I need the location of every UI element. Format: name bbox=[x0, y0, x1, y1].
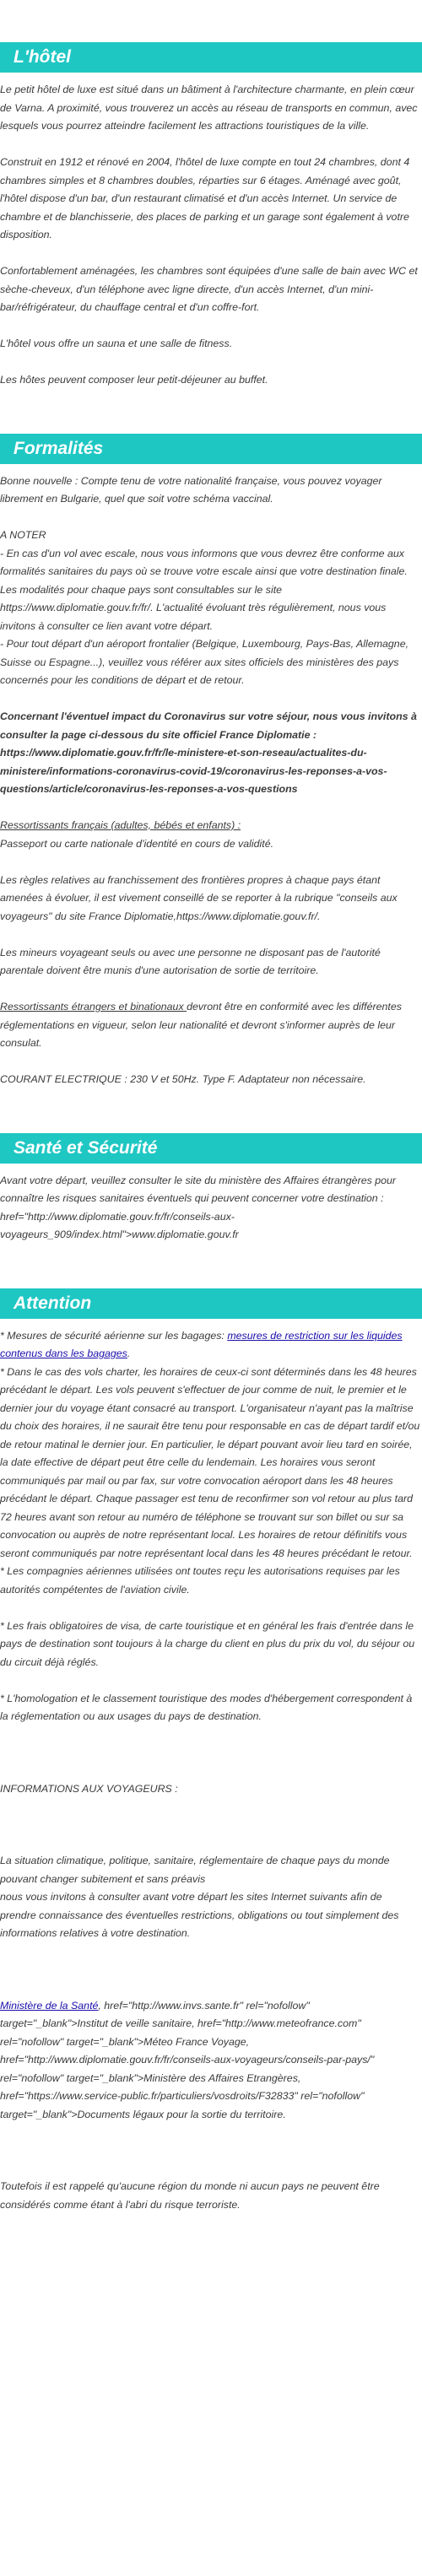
terrorism-notice: Toutefois il est rappelé qu'aucune région du monde ni aucun pays ne peuvent être considérés comme étant à l'abri du risque terroriste. bbox=[0, 2180, 380, 2211]
formalites-intro: Bonne nouvelle : Compte tenu de votre nationalité française, vous pouvez voyager librement en Bulgarie, quel que soit votre schéma vaccinal. bbox=[0, 474, 382, 505]
liquids-restriction-link[interactable]: mesures de restriction sur les liquides contenus dans les bagages bbox=[0, 1329, 403, 1359]
hotel-paragraph-location: Le petit hôtel de luxe est situé dans un bâtiment à l'architecture charmante, en plein cœur de Varna. A proximité, vous trouverez un accès au réseau de transports en commun, avec lesquels vous pourrez atteindre facilement les attractions touristiques de la ville. bbox=[0, 84, 418, 132]
attention-section bbox=[0, 1288, 422, 2215]
charter-flights-text: * Dans le cas des vols charter, les horaires de ceux-ci sont déterminés dans les 48 heures précédant le départ. Les vols peuvent s'effectuer de jour comme de nuit, le premier et le dernier jour du voyage étant consacré au transport. L'organisateur n'ayant pas la maîtrise du choix des horaires, il ne saurait être tenu pour responsable en cas de départ tardif et/ou de retour matinal le dernier jour. En particulier, le départ pouvant avoir lieu tard en soirée, la date effective de départ peut être celle du lendemain. Les horaires vous seront communiqués par mail ou par fax, sur votre convocation aéroport dans les 48 heures précédant le départ. Chaque passager est tenu de reconfirmer son vol retour au plus tard 72 heures avant son retour au numéro de téléphone se trouvant sur son billet ou sur sa convocation ou auprès de notre représentant local. Les horaires de retour définitifs vous seront communiqués par notre représentant local dans les 48 heures précédant le retour. bbox=[0, 1365, 420, 1559]
note-modalities: Les modalités pour chaque pays sont consultables sur le site https://www.diplomatie.gouv.fr/fr/. L'actualité évoluant très régulièrement, nous vous invitons à consulter ce lien avant votre départ. bbox=[0, 583, 387, 632]
security-prefix: * Mesures de sécurité aérienne sur les bagages: bbox=[0, 1329, 228, 1342]
french-nationals-text: Passeport ou carte nationale d'identité en cours de validité. bbox=[0, 837, 274, 850]
useful-links-rest: , href="http://www.invs.sante.fr" rel="nofollow" target="_blank">Institut de veille sanitaire, href="http://www.meteofrance.com" rel="nofollow" target="_blank">Méteo France Voyage, href="http://www.diplomatie.gouv.fr/fr/conseils-aux-voyageurs/conseils-par-pays/" rel="nofollow" target="_blank">Ministère des Affaires Etrangères, href="https://www.service-public.fr/particuliers/vosdroits/F32833" rel="nofollow" target="_blank">Documents légaux pour la sortie du territoire. bbox=[0, 1999, 375, 2120]
hotel-paragraph-wellness: L'hôtel vous offre un sauna et une salle de fitness. bbox=[0, 338, 233, 349]
covid-notice: Concernant l'éventuel impact du Coronavirus sur votre séjour, nous vous invitons à consulter la page ci-dessous du site officiel France Diplomatie : https://www.diplomatie.gouv.fr/fr/le-ministere-et-son-reseau/actualites-du-ministere/informations-coronavirus-covid-19/coronavirus-les-reponses-a-vos-questions/article/coronavirus-les-reponses-a-vos-questions bbox=[0, 710, 417, 795]
formalites-section bbox=[0, 434, 422, 1089]
page bbox=[0, 42, 422, 2224]
hotel-title: L'hôtel bbox=[0, 42, 422, 73]
sante-title: Santé et Sécurité bbox=[0, 1133, 422, 1164]
hotel-paragraph-breakfast: Les hôtes peuvent composer leur petit-déjeuner au buffet. bbox=[0, 374, 268, 386]
electric-current: COURANT ELECTRIQUE : 230 V et 50Hz. Type F. Adaptateur non nécessaire. bbox=[0, 1073, 366, 1085]
minors-text: Les mineurs voyageant seuls ou avec une personne ne disposant pas de l'autorité parentale doivent être munis d'une autorisation de sortie de territoire. bbox=[0, 946, 381, 976]
note-heading: A NOTER bbox=[0, 529, 46, 541]
useful-links bbox=[0, 1997, 420, 2125]
homologation-text: * L'homologation et le classement touristique des modes d'hébergement correspondent à la réglementation ou aux usages du pays de destination. bbox=[0, 1692, 413, 1722]
attention-title: Attention bbox=[0, 1288, 422, 1319]
ministry-health-link[interactable]: Ministère de la Santé bbox=[0, 1999, 99, 2012]
foreign-nationals-heading: Ressortissants étrangers et binationaux bbox=[0, 1001, 187, 1013]
fees-text: * Les frais obligatoires de visa, de carte touristique et en général les frais d'entrée dans le pays de destination sont toujours à la charge du client en plus du prix du vol, du séjour ou du circuit déjà réglés. bbox=[0, 1619, 415, 1668]
note-border-airport: - Pour tout départ d'un aéroport frontalier (Belgique, Luxembourg, Pays-Bas, Allemagne, Suisse ou Espagne...), veuillez vous référer aux sites officiels des ministères des pays concernés pour les conditions de départ et de retour. bbox=[0, 638, 409, 686]
sante-text: Avant votre départ, veuillez consulter le site du ministère des Affaires étrangères pour connaître les risques sanitaires éventuels qui peuvent concerner votre destination : href="http://www.diplomatie.gouv.fr/fr/conseils-aux-voyageurs_909/index.html">www.diplomatie.gouv.fr bbox=[0, 1174, 397, 1240]
hotel-content bbox=[0, 81, 422, 390]
foreign-nationals-text: devront être en conformité avec les différentes réglementations en vigueur, selon leur nationalité et devront s'informer auprès de leur consulat. bbox=[0, 1001, 402, 1049]
formalites-content bbox=[0, 473, 422, 1089]
hotel-section bbox=[0, 42, 422, 390]
formalites-title: Formalités bbox=[0, 434, 422, 464]
sante-content bbox=[0, 1172, 422, 1245]
airlines-text: * Les compagnies aériennes utilisées ont toutes reçu les autorisations requises par les autorités compétentes de l'aviation civile. bbox=[0, 1565, 400, 1596]
hotel-paragraph-rooms: Confortablement aménagées, les chambres sont équipées d'une salle de bain avec WC et sèche-cheveux, d'un téléphone avec ligne directe, d'un accès Internet, d'un mini-bar/réfrigérateur, du chauffage central et d'un coffre-fort. bbox=[0, 265, 418, 313]
note-stopover: - En cas d'un vol avec escale, nous vous informons que vous devrez être conforme aux formalités sanitaires du pays où se trouve votre escale ainsi que votre destination finale. bbox=[0, 547, 408, 577]
info-heading: INFORMATIONS AUX VOYAGEURS : bbox=[0, 1782, 178, 1795]
sante-section bbox=[0, 1133, 422, 1245]
attention-content bbox=[0, 1327, 422, 2215]
hotel-paragraph-history: Construit en 1912 et rénové en 2004, l'hôtel de luxe compte en tout 24 chambres, dont 4 chambres simples et 8 chambres doubles, réparties sur 6 étages. Aménagé avec goût, l'hôtel dispose d'un bar, d'un restaurant climatisé et d'un accès Internet. Un service de chambre et de blanchisserie, des places de parking et un garage sont également à votre disposition. bbox=[0, 156, 410, 240]
situation-text: La situation climatique, politique, sanitaire, réglementaire de chaque pays du monde pouvant changer subitement et sans préavis nous vous invitons à consulter avant votre départ les sites Internet suivants afin de prendre connaissance des éventuelles restrictions, obligations ou tout simplement des informations relatives à votre destination. bbox=[0, 1855, 399, 1939]
french-nationals-heading: Ressortissants français (adultes, bébés et enfants) : bbox=[0, 819, 241, 831]
security-measures bbox=[0, 1327, 420, 1364]
foreign-nationals bbox=[0, 998, 420, 1053]
border-rules-text: Les règles relatives au franchissement des frontières propres à chaque pays étant amenées à évoluer, il est vivement conseillé de se reporter à la rubrique "conseils aux voyageurs" du site France Diplomatie,https://www.diplomatie.gouv.fr/. bbox=[0, 873, 398, 922]
security-suffix: . bbox=[127, 1347, 131, 1359]
